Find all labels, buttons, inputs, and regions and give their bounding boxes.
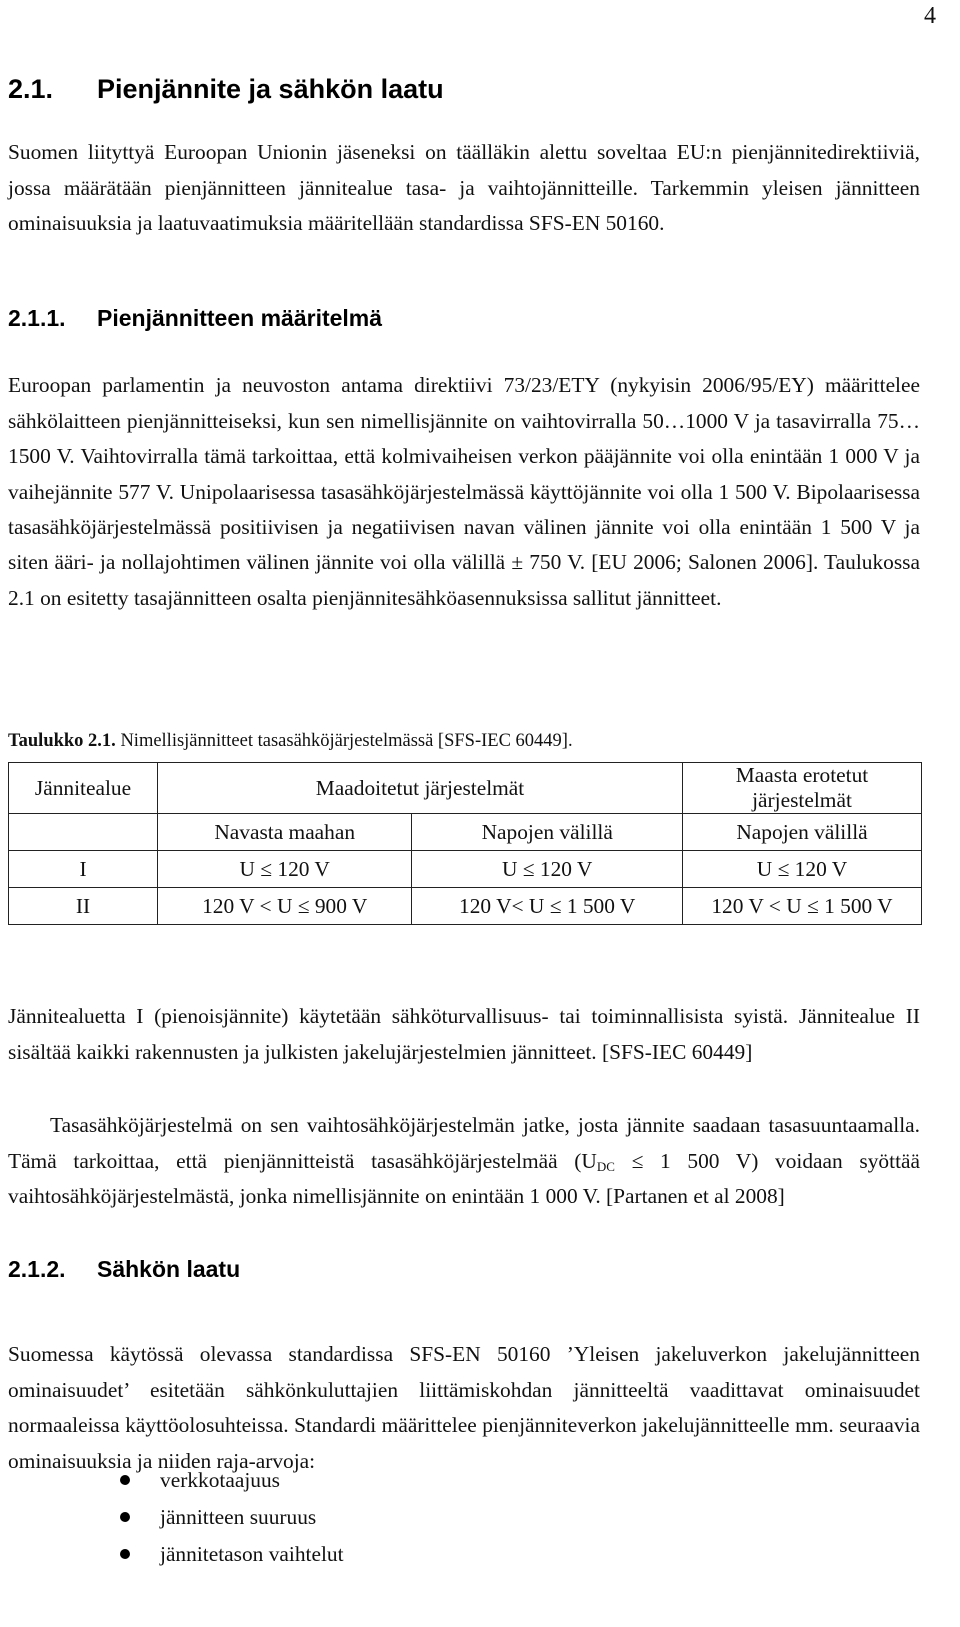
subsection-title-1: Pienjännitteen määritelmä xyxy=(97,305,383,331)
subsection-number-2: 2.1.2. xyxy=(8,1256,66,1282)
list-item: jännitetason vaihtelut xyxy=(110,1536,344,1573)
bullet-icon xyxy=(120,1475,130,1485)
dc-text-2: ≤ 1 500 V) voidaan syöttää vaihtosähköjärjestelmästä, jonka nimellisjännite on enintään 1 000 V. [Partanen et al 2008] xyxy=(8,1148,921,1209)
range-paragraph: Jännitealuetta I (pienoisjännite) käytetään sähköturvallisuus- tai toiminnallisista syistä. Jännitealue II sisältää kaikki rakennusten ja julkisten jakelujärjestelmien jännitteet. [SFS-IEC 60449] xyxy=(8,1004,920,1064)
list-item: jännitteen suuruus xyxy=(110,1499,344,1536)
voltage-table xyxy=(8,762,922,925)
table-row xyxy=(9,888,922,925)
quality-paragraph: Suomessa käytössä olevassa standardissa SFS-EN 50160 ’Yleisen jakeluverkon jakelujännitteen ominaisuudet’ esitetään sähkönkuluttajien liittämiskohdan jännitteeltä vaadittavat ominaisuudet normaaleissa käyttöolosuhteissa. Standardi määrittelee pienjänniteverkon jakelujännitteelle mm. seuraavia ominaisuuksia ja niiden raja-arvoja: xyxy=(8,1342,920,1473)
cell-range: I xyxy=(9,851,158,888)
table-row xyxy=(9,851,922,888)
subsection-title-2: Sähkön laatu xyxy=(97,1256,241,1282)
subsection-heading-1 xyxy=(8,305,382,332)
section-number: 2.1. xyxy=(8,74,54,104)
table-caption xyxy=(8,731,573,752)
dc-text-1: Tasasähköjärjestelmä on sen vaihtosähköjärjestelmän jatke, josta jännite saadaan tasasuuntaamalla. Tämä tarkoittaa, että pienjännitteistä tasasähköjärjestelmää (U xyxy=(8,1113,920,1173)
cell-value: 120 V< U ≤ 1 500 V xyxy=(412,888,683,925)
cell-value: U ≤ 120 V xyxy=(158,851,412,888)
quality-list xyxy=(110,1462,344,1573)
table-caption-text: Nimellisjännitteet tasasähköjärjestelmässä [SFS-IEC 60449]. xyxy=(115,731,573,751)
subheader-pole-earth: Navasta maahan xyxy=(158,814,412,851)
cell-range: II xyxy=(9,888,158,925)
dc-subscript: DC xyxy=(596,1158,615,1174)
cell-value: 120 V < U ≤ 1 500 V xyxy=(683,888,922,925)
section-heading xyxy=(8,74,444,105)
subheader-between-poles: Napojen välillä xyxy=(412,814,683,851)
bullet-icon xyxy=(120,1512,130,1522)
subheader-empty xyxy=(9,814,158,851)
bullet-icon xyxy=(120,1549,130,1559)
subsection-heading-2 xyxy=(8,1256,240,1283)
cell-value: U ≤ 120 V xyxy=(683,851,922,888)
header-isolated: Maasta erotetut järjestelmät xyxy=(683,763,922,814)
header-grounded: Maadoitetut järjestelmät xyxy=(158,763,683,814)
dc-paragraph xyxy=(8,1108,920,1214)
section-title: Pienjännite ja sähkön laatu xyxy=(97,74,444,104)
subheader-between-poles-isolated: Napojen välillä xyxy=(683,814,922,851)
cell-value: 120 V < U ≤ 900 V xyxy=(158,888,412,925)
subsection-number-1: 2.1.1. xyxy=(8,305,66,331)
list-item: verkkotaajuus xyxy=(110,1462,344,1499)
cell-value: U ≤ 120 V xyxy=(412,851,683,888)
header-range: Jännitealue xyxy=(9,763,158,814)
intro-paragraph: Suomen liityttyä Euroopan Unionin jäseneksi on täälläkin alettu soveltaa EU:n pienjännitedirektiiviä, jossa määrätään pienjännitteen jännitealue tasa- ja vaihtojännitteille. Tarkemmin yleisen jännitteen ominaisuuksia ja laatuvaatimuksia määritellään standardissa SFS-EN 50160. xyxy=(8,140,920,236)
page-number: 4 xyxy=(924,3,936,29)
definition-paragraph: Euroopan parlamentin ja neuvoston antama direktiivi 73/23/ETY (nykyisin 2006/95/EY) määrittelee sähkölaitteen pienjännitteiseksi, kun sen nimellisjännite on vaihtovirralla 50…1000 V ja tasavirralla 75…1500 V. Vaihtovirralla tämä tarkoittaa, että kolmivaiheisen verkon pääjännite voi olla enintään 1 000 V ja vaihejännite 577 V. Unipolaarisessa tasasähköjärjestelmässä käyttöjännite voi olla 1 500 V. Bipolaarisessa tasasähköjärjestelmässä positiivisen ja negatiivisen navan välinen jännite voi olla enintään 1 500 V ja siten ääri- ja nollajohtimen välinen jännite voi olla välillä ± 750 V. [EU 2006; Salonen 2006]. Taulukossa 2.1 on esitetty tasajännitteen osalta pienjännitesähköasennuksissa sallitut jännitteet. xyxy=(8,373,920,610)
table-caption-label: Taulukko 2.1. xyxy=(8,731,116,751)
